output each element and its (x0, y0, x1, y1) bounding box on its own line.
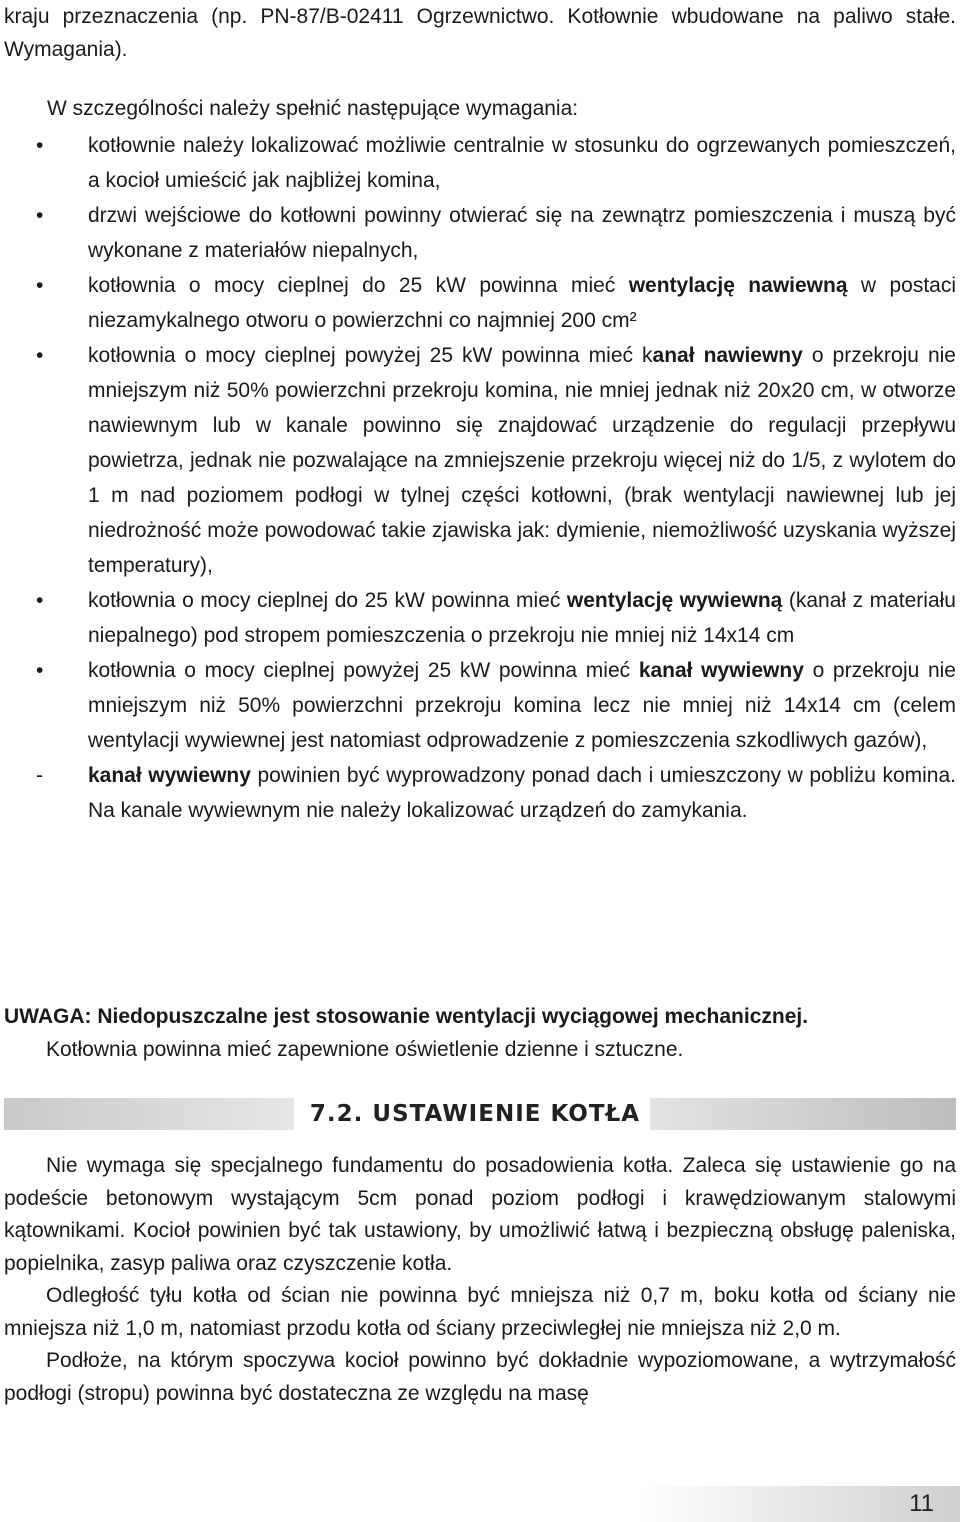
intro-paragraph: kraju przeznaczenia (np. PN-87/B-02411 Ogrzewnictwo. Kotłownie wbudowane na paliwo stałe. Wymagania). (4, 5, 956, 61)
requirements-heading: W szczególności należy spełnić następujące wymagania: (47, 97, 579, 120)
list-item (0, 583, 960, 653)
item-text-rest: o przekroju nie mniejszym niż 50% powierzchni przekroju komina, nie mniej jednak niż 20x20 cm, w otworze nawiewnym lub w kanale powinno się znajdować urządzenie do regulacji przepływu powietrza, jednak nie pozwalające na zmniejszenie przekroju więcej niż do 1/5, z wylotem do 1 m nad poziomem podłogi w tylnej części kotłowni, (brak wentylacji nawiewnej lub jej niedrożność może powodować takie zjawiska jak: dymienie, niemożliwość uzyskania wyższej temperatury), (88, 344, 956, 577)
bullet-mark: • (36, 274, 44, 297)
section-body (4, 1150, 956, 1410)
item-text: kotłownia o mocy cieplnej powyżej 25 kW powinna mieć k (88, 344, 653, 367)
item-text-rest: (kanał z materiału niepalnego) pod stropem pomieszczenia o przekroju nie mniej niż 14x14 cm (88, 589, 956, 647)
list-item (0, 198, 960, 268)
warning-block (4, 1000, 956, 1066)
section-paragraph: Podłoże, na którym spoczywa kocioł powinno być dokładnie wypoziomowane, a wytrzymałość podłogi (stropu) powinna być dostateczna ze względu na masę (4, 1349, 956, 1405)
bullet-mark: • (36, 344, 44, 367)
list-item (0, 758, 960, 828)
item-text-rest: powinien być wyprowadzony ponad dach i umieszczony w pobliżu komina. Na kanale wywiewnym nie należy lokalizować urządzeń do zamykania. (88, 764, 956, 822)
list-item (0, 338, 960, 583)
item-emphasis: kanał wywiewny (638, 659, 804, 682)
list-item (0, 128, 960, 198)
section-header-bar-left (4, 1098, 294, 1130)
section-title: 7.2. USTAWIENIE KOTŁA (309, 1101, 641, 1127)
bullet-mark: • (36, 204, 44, 227)
item-text-rest: w postaci niezamykalnego otworu o powierzchni co najmniej 200 cm² (88, 274, 956, 332)
item-emphasis: kanał wywiewny (88, 764, 251, 787)
bullet-mark: • (36, 589, 44, 612)
dash-mark: - (36, 764, 43, 787)
page-number: 11 (909, 1490, 934, 1517)
list-item (0, 268, 960, 338)
item-text: kotłownia o mocy cieplnej do 25 kW powinna mieć (88, 589, 567, 612)
item-text-rest: o przekroju nie mniejszym niż 50% powierzchni przekroju komina lecz nie mniej niż 14x14 cm (celem wentylacji wywiewnej jest natomiast odprowadzenie z pomieszczenia szkodliwych gazów), (88, 659, 956, 752)
section-paragraph: Odległość tyłu kotła od ścian nie powinna być mniejsza niż 0,7 m, boku kotła od ściany nie mniejsza niż 1,0 m, natomiast przodu kotła od ściany przeciwległej nie mniejsza niż 2,0 m. (4, 1284, 956, 1340)
item-emphasis: wentylację nawiewną (628, 274, 848, 297)
item-text: drzwi wejściowe do kotłowni powinny otwierać się na zewnątrz pomieszczenia i muszą być wykonane z materiałów niepalnych, (88, 204, 956, 262)
item-text: kotłownia o mocy cieplnej powyżej 25 kW powinna mieć (88, 659, 639, 682)
list-item (0, 653, 960, 758)
item-emphasis: anał nawiewny (652, 344, 803, 367)
requirements-list (0, 128, 960, 828)
item-text: kotłownie należy lokalizować możliwie centralnie w stosunku do ogrzewanych pomieszczeń, a kocioł umieścić jak najbliżej komina, (88, 134, 956, 192)
item-emphasis: wentylację wywiewną (566, 589, 783, 612)
section-paragraph: Nie wymaga się specjalnego fundamentu do posadowienia kotła. Zaleca się ustawienie go na podeście betonowym wystającym 5cm ponad poziom podłogi i krawędziowanym stalowymi kątownikami. Kocioł powinien być tak ustawiony, by umożliwić łatwą i bezpieczną obsługę paleniska, popielnika, zasyp paliwa oraz czyszczenie kotła. (4, 1154, 956, 1275)
bullet-mark: • (36, 134, 44, 157)
section-header-bar-right (650, 1098, 956, 1130)
warning-text: UWAGA: Niedopuszczalne jest stosowanie wentylacji wyciągowej mechanicznej. (4, 1005, 809, 1028)
warning-note: Kotłownia powinna mieć zapewnione oświetlenie dzienne i sztuczne. (46, 1038, 684, 1061)
item-text: kotłownia o mocy cieplnej do 25 kW powinna mieć (88, 274, 629, 297)
bullet-mark: • (36, 659, 44, 682)
